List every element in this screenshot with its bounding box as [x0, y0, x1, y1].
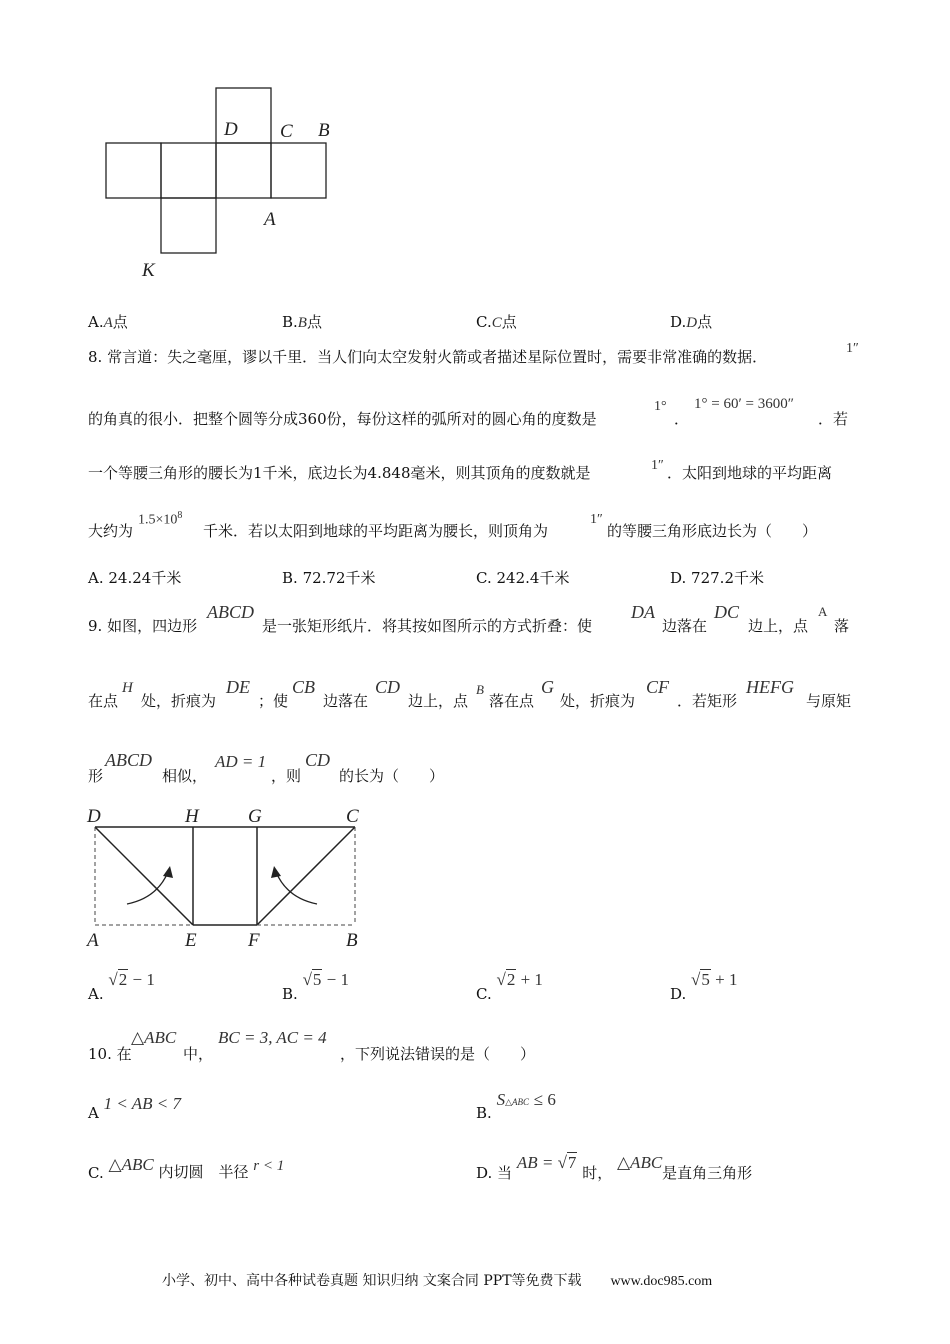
- q9-abcd2: ABCD: [105, 750, 152, 770]
- q8-line-3-sec: 1″: [651, 458, 664, 473]
- option-letter: C.: [476, 313, 492, 331]
- fold-label-h: H: [185, 806, 199, 827]
- q9-l2f: 落在点: [489, 692, 535, 710]
- net-label-d: D: [224, 119, 238, 140]
- q9-l2a: 在点: [88, 692, 119, 710]
- q8-sec-symbol: 1″: [846, 341, 859, 356]
- q9-l3d: 的长为（ ）: [339, 767, 445, 785]
- q8-text: 的角真的很小．把整个圆等分成360份，每份这样的弧所对的圆心角的度数是: [88, 410, 597, 428]
- q10-option-c[interactable]: [88, 1154, 285, 1182]
- option-rest: − 1: [326, 970, 350, 989]
- option-triangle: △ABC: [616, 1153, 663, 1172]
- option-letter: A: [88, 1104, 99, 1122]
- q8-line-3: [88, 462, 591, 483]
- footer-text: 小学、初中、高中各种试卷真题 知识归纳 文案合同 PPT等免费下载: [162, 1273, 582, 1289]
- q9-l2d: 边落在: [323, 692, 369, 710]
- option-letter: A.: [88, 985, 104, 1003]
- option-text: 点: [501, 313, 517, 331]
- q8-formula: 1° = 60′ = 3600″: [694, 396, 794, 412]
- q9-cd2: CD: [305, 750, 331, 770]
- q8-line-4-sec: 1″: [590, 512, 603, 527]
- option-letter: B.: [282, 569, 298, 587]
- q9-dc: DC: [714, 602, 740, 622]
- option-rest: + 1: [715, 970, 738, 989]
- q9-ad1: AD = 1: [215, 752, 267, 771]
- q9-l2i: 与原矩: [806, 692, 852, 710]
- option-letter: B.: [476, 1104, 492, 1122]
- option-text: 24.24千米: [108, 569, 182, 587]
- q8-line-1: [88, 346, 767, 367]
- fold-label-b: B: [346, 930, 358, 951]
- q8-text: 一个等腰三角形的腰长为1千米，底边长为4.848毫米，则其顶角的度数就是: [88, 464, 591, 482]
- q8-line-4a: 大约为: [88, 522, 134, 540]
- q9-l2g: 处，折痕为: [560, 692, 636, 710]
- q8-option-c[interactable]: [476, 567, 569, 588]
- option-var: B: [297, 315, 307, 331]
- option-letter: C.: [476, 985, 492, 1003]
- q9-b-point: B: [476, 682, 484, 697]
- option-math: r < 1: [253, 1158, 285, 1174]
- q9-option-c[interactable]: C. √2 + 1: [476, 970, 543, 1003]
- radicand: 2: [118, 970, 128, 989]
- option-letter: A.: [88, 313, 104, 331]
- q9-l2b: 处，折痕为: [141, 692, 217, 710]
- fold-label-f: F: [248, 930, 260, 951]
- q9-l3c: ，则: [271, 767, 302, 785]
- q9-l1d: 边上，点: [748, 617, 809, 635]
- option-text: 点: [306, 313, 322, 331]
- q10-l1b: 中，: [183, 1045, 214, 1063]
- q9-l1b: 是一张矩形纸片．将其按如图所示的方式折叠：使: [262, 617, 593, 635]
- q9-option-d[interactable]: D. √5 + 1: [670, 970, 738, 1003]
- q8-line-4b: 千米．若以太阳到地球的平均距离为腰长，则顶角为: [203, 522, 549, 540]
- option-math: AB =: [516, 1153, 558, 1172]
- q9-g: G: [541, 677, 554, 697]
- q8-line-2-end: ．若: [818, 410, 849, 428]
- option-letter: C.: [476, 569, 492, 587]
- q7-option-d[interactable]: [670, 311, 712, 332]
- q9-l3b: 相似，: [162, 767, 208, 785]
- q10-l1c: ，下列说法错误的是（ ）: [340, 1045, 536, 1063]
- q9-l2h: ．若矩形: [677, 692, 738, 710]
- net-label-k: K: [142, 260, 155, 281]
- q10-l1a: 10. 在: [88, 1045, 132, 1063]
- q8-line-4c: 的等腰三角形底边长为（ ）: [607, 522, 818, 540]
- option-letter: B.: [282, 313, 298, 331]
- q9-option-b[interactable]: B. √5 − 1: [282, 970, 350, 1003]
- q9-cf: CF: [646, 677, 670, 697]
- option-var: D: [686, 315, 698, 331]
- option-var: C: [491, 315, 502, 331]
- radicand: 5: [312, 970, 322, 989]
- q8-option-b[interactable]: [282, 567, 376, 588]
- option-letter: C.: [88, 1164, 104, 1182]
- q9-cb: CB: [292, 677, 316, 697]
- radicand: 2: [506, 970, 516, 989]
- option-text-end: 是直角三角形: [662, 1164, 753, 1182]
- q9-cd: CD: [375, 677, 401, 697]
- q9-abcd: ABCD: [207, 602, 254, 622]
- option-subscript: △ABC: [505, 1097, 529, 1107]
- cube-net-figure: [90, 80, 350, 285]
- q10-option-d[interactable]: D. 当 AB = √7 时， △ABC是直角三角形: [476, 1153, 753, 1182]
- q8-distance: [138, 510, 182, 529]
- option-math: S: [496, 1090, 506, 1109]
- fold-label-c: C: [346, 806, 359, 827]
- net-label-b: B: [318, 120, 330, 141]
- option-text: 72.72千米: [302, 569, 376, 587]
- q9-a-point: A: [818, 604, 828, 619]
- q9-l2c: ；使: [258, 692, 289, 710]
- option-letter: A.: [88, 569, 104, 587]
- q8-deg-symbol: 1°: [654, 399, 667, 414]
- q7-option-c[interactable]: [476, 311, 517, 332]
- q9-de: DE: [226, 677, 250, 697]
- net-label-a: A: [264, 209, 276, 230]
- option-letter: D.: [670, 985, 687, 1003]
- q9-da: DA: [631, 602, 655, 622]
- option-text: 时，: [582, 1164, 613, 1182]
- q10-tri: △ABC: [131, 1028, 177, 1047]
- fold-label-g: G: [248, 806, 262, 827]
- option-letter: D.: [670, 569, 687, 587]
- q9-l1c: 边落在: [662, 617, 708, 635]
- option-rest: + 1: [520, 970, 543, 989]
- distance-base: 1.5×10: [138, 512, 178, 528]
- q9-option-a[interactable]: A. √2 − 1: [88, 970, 155, 1003]
- option-letter: D. 当: [476, 1164, 513, 1182]
- option-text: 点: [697, 313, 713, 331]
- option-text: 242.4千米: [496, 569, 570, 587]
- fold-label-d: D: [87, 806, 101, 827]
- q8-option-a[interactable]: [88, 567, 181, 588]
- q9-l1e: 落: [834, 617, 850, 635]
- option-letter: B.: [282, 985, 298, 1003]
- net-label-c: C: [280, 121, 293, 142]
- fold-rectangle-figure: [82, 802, 372, 952]
- q7-option-a[interactable]: [88, 311, 128, 332]
- footer-url[interactable]: www.doc985.com: [610, 1274, 713, 1289]
- q10-option-a[interactable]: [88, 1094, 182, 1122]
- q9-l2e: 边上，点: [408, 692, 469, 710]
- q8-line-2: [88, 408, 597, 429]
- q10-cond: BC = 3, AC = 4: [218, 1028, 327, 1047]
- option-text: 内切圆 半径: [158, 1163, 249, 1181]
- option-text: 点: [112, 313, 128, 331]
- distance-exponent: 8: [177, 510, 183, 521]
- q8-dot: ．: [674, 410, 690, 428]
- radicand: 5: [701, 970, 710, 989]
- option-letter: D.: [670, 313, 687, 331]
- q9-hefg: HEFG: [746, 677, 794, 697]
- option-math-rest: ≤ 6: [533, 1090, 556, 1109]
- fold-label-a: A: [87, 930, 99, 951]
- q9-l1a: 9. 如图，四边形: [88, 617, 198, 635]
- q8-text: 8. 常言道：失之毫厘，谬以千里．当人们向太空发射火箭或者描述星际位置时，需要非常准确的数据．: [88, 348, 768, 366]
- q8-option-d[interactable]: [670, 567, 764, 588]
- fold-label-e: E: [185, 930, 197, 951]
- option-var: A: [103, 315, 113, 331]
- option-math: 1 < AB < 7: [103, 1094, 182, 1113]
- q8-line-3-end: ．太阳到地球的平均距离: [667, 464, 833, 482]
- option-triangle: △ABC: [108, 1155, 154, 1174]
- option-rest: − 1: [132, 970, 155, 989]
- option-text: 727.2千米: [691, 569, 764, 587]
- footer: [162, 1270, 712, 1290]
- q9-l3a: 形: [88, 767, 104, 785]
- q10-option-b[interactable]: [476, 1090, 556, 1122]
- q7-option-b[interactable]: [282, 311, 322, 332]
- q9-h: H: [122, 680, 133, 696]
- radicand: 7: [567, 1153, 577, 1172]
